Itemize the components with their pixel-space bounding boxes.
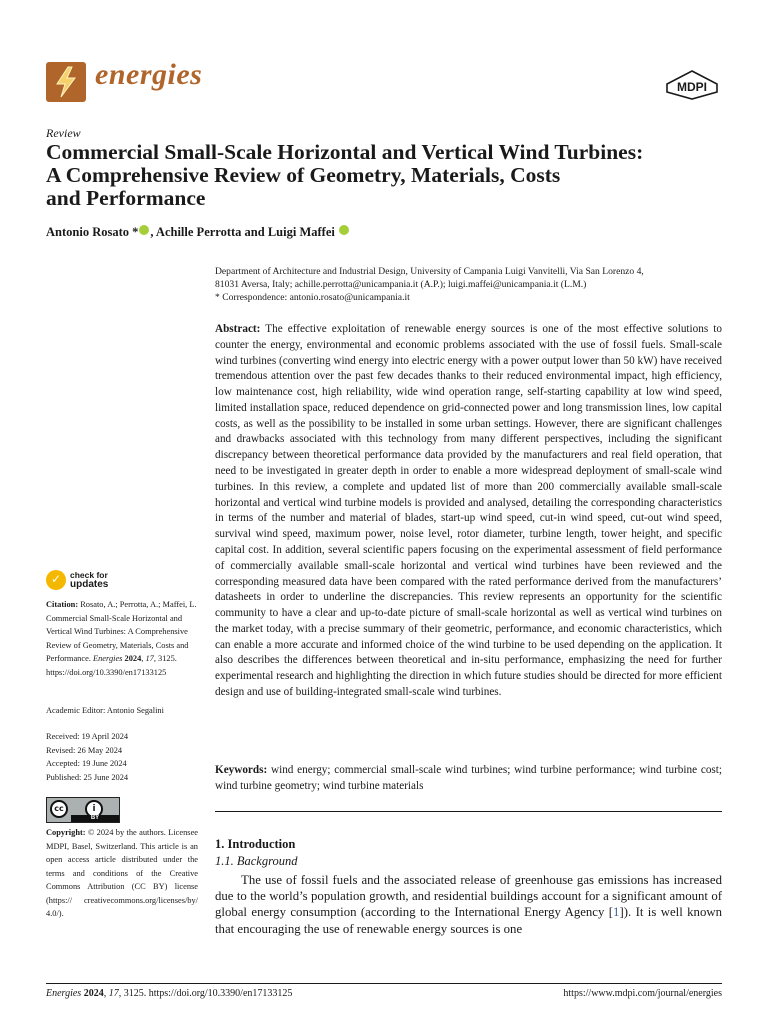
author-names: , Achille Perrotta and Luigi Maffei xyxy=(150,225,335,239)
copyright-label: Copyright: xyxy=(46,828,86,837)
received-date: Received: 19 April 2024 xyxy=(46,732,129,741)
accepted-date: Accepted: 19 June 2024 xyxy=(46,759,127,768)
attribution-person-icon: i xyxy=(85,800,103,818)
section-divider xyxy=(215,811,722,812)
academic-editor: Academic Editor: Antonio Segalini xyxy=(46,706,164,715)
abstract-text: The effective exploitation of renewable energy sources is one of the most effective solutions to counter the energy, environmental and economic problems associated with the use of fossil fuels. Small-scale wind turbines (converting wind energy into electric energy with a power output lower than 50 kW) have received tremendous attention over the past few decades thanks to their reduced environmental impact, high efficiency, low maintenance cost, high reliability, wide wind operation range, self-starting capability at low wind speed, limited installation space, reduced dependence on grid-connected power and long transmission lines, low capital costs, as well as the possibility to be installed in some urban settings. However, there are significant challenges and drawbacks associated with this technology from many different perspectives, including the significant discrepancy between theoretical performance data provided by the manufacturers and real field operation, that need to be investigated in greater depth in order to enable a more widespread deployment of small-scale wind turbines. In this review, a complete and updated list of more than 200 commercially available small-scale horizontal and vertical wind turbine models is provided and analysed, detailing the corresponding characteristics in terms of the number and material of blades, start-up wind speed, cut-in wind speed, cut-out wind speed, survival wind speed, maximum power, noise level, rotor diameter, turbine length, tower height, and specific capital cost. In addition, several scientific papers focusing on the experimental assessment of field performance of commercially available small-scale horizontal and vertical wind turbines have been reviewed and the corresponding measured data have been compared with the rated performance derived from the manufacturers’ datasheets in order to underline the discrepancies. This review represents an opportunity for the scientific community to have a clear and up-to-date picture of small-scale horizontal as well as vertical wind turbines on the market today, with a precise summary of their geometric, performance, and economic characteristics, which can enable a more accurate and informed choice of the wind turbine to be used depending on the application. It also describes the differences between theoretical and in-situ performance, emphasizing the need for further experimental research and highlighting the direction in which future studies should be directed for more efficient design and use of building-integrated small-scale wind turbines. xyxy=(215,323,722,698)
footer-doi-link[interactable]: , 3125. https://doi.org/10.3390/en17133125 xyxy=(118,988,293,999)
author-name: Antonio Rosato * xyxy=(46,225,139,239)
footer-citation: Energies 2024, 17, 3125. https://doi.org/10.3390/en17133125 xyxy=(46,988,293,999)
mdpi-logo-icon[interactable] xyxy=(664,70,720,100)
cc-by-license-badge[interactable] xyxy=(46,797,120,823)
intro-paragraph xyxy=(215,872,722,937)
citation-year: 2024 xyxy=(124,654,142,663)
article-type: Review xyxy=(46,126,81,140)
author-list xyxy=(46,225,350,240)
check-updates-label: check for xyxy=(70,570,108,580)
footer-journal: Energies xyxy=(46,988,82,999)
check-for-updates-button[interactable] xyxy=(46,570,156,594)
orcid-icon[interactable] xyxy=(339,225,349,235)
by-label: BY xyxy=(71,815,119,822)
abstract xyxy=(215,322,722,701)
journal-name[interactable]: energies xyxy=(95,58,203,91)
orcid-icon[interactable] xyxy=(139,225,149,235)
citation-label: Citation: xyxy=(46,600,79,609)
affiliation xyxy=(215,265,725,304)
title-line: Commercial Small-Scale Horizontal and Vertical Wind Turbines: xyxy=(46,140,644,164)
citation-block: Citation: Rosato, A.; Perrotta, A.; Maffei, L. Commercial Small-Scale Horizontal and Vertical Wind Turbines: A Comprehensive Review of Geometry, Materials, Costs and Performance. Energies 2024, 17, 3125. https://doi.org/10.3390/en17133125 xyxy=(46,600,197,677)
dates-block xyxy=(46,730,198,784)
affiliation-line: 81031 Aversa, Italy; achille.perrotta@unicampania.it (A.P.); luigi.maffei@unicampania.it (L.M.) xyxy=(215,279,587,290)
publisher-name: MDPI xyxy=(677,80,707,94)
affiliation-line: Department of Architecture and Industrial Design, University of Campania Luigi Vanvitelli, Via San Lorenzo 4, xyxy=(215,266,644,277)
copyright-text: © 2024 by the authors. Licensee MDPI, Basel, Switzerland. This article is an open access article distributed under the terms and conditions of the Creative Commons Attribution (CC BY) license (https:// creativecommons.org/licenses/by/ 4.0/). xyxy=(46,828,198,918)
citation-pages: , 3125. xyxy=(153,654,177,663)
subsection-heading: 1.1. Background xyxy=(215,854,298,868)
section-heading: 1. Introduction xyxy=(215,837,296,851)
citation-text: Rosato, A.; Perrotta, A.; Maffei, L. Commercial Small-Scale Horizontal and Vertical Wind Turbines: A Comprehensive Review of Geometry, Materials, Costs and Performance. xyxy=(46,600,197,663)
citation-volume: 17 xyxy=(145,654,154,663)
title-line: A Comprehensive Review of Geometry, Materials, Costs xyxy=(46,163,561,187)
title-line: and Performance xyxy=(46,186,206,210)
citation-doi-link[interactable]: https://doi.org/10.3390/en17133125 xyxy=(46,667,167,677)
footer-year: 2024 xyxy=(83,988,104,999)
revised-date: Revised: 26 May 2024 xyxy=(46,745,123,755)
check-updates-label: updates xyxy=(70,579,109,590)
keywords-label: Keywords: xyxy=(215,764,268,776)
copyright-block xyxy=(46,826,198,921)
footer-volume: 17 xyxy=(108,988,119,999)
creative-commons-icon: cc xyxy=(50,800,68,818)
lightning-icon xyxy=(46,62,86,102)
footer-divider xyxy=(46,983,722,984)
journal-logo-icon xyxy=(46,62,86,102)
published-date: Published: 25 June 2024 xyxy=(46,772,129,782)
article-title xyxy=(46,141,736,210)
keywords-text: wind energy; commercial small-scale wind turbines; wind turbine performance; wind turbine cost; wind turbine geometry; wind turbine materials xyxy=(215,764,722,792)
keywords xyxy=(215,763,722,794)
footer-journal-url[interactable]: https://www.mdpi.com/journal/energies xyxy=(563,988,722,999)
intro-text: The use of fossil fuels and the associated release of greenhouse gas emissions has increased due to the world’s population growth, and residential buildings account for a significant amount of global energy consumption (according to the International Energy Agency [ xyxy=(215,873,722,920)
intro-text: ]). It is well known that encouraging the use of renewable energy sources is one xyxy=(215,905,722,936)
citation-journal: Energies xyxy=(92,654,123,663)
correspondence-line: * Correspondence: antonio.rosato@unicampania.it xyxy=(215,292,410,303)
abstract-label: Abstract: xyxy=(215,323,261,335)
check-updates-icon: ✓ xyxy=(46,570,66,590)
reference-link[interactable]: 1 xyxy=(613,905,620,920)
